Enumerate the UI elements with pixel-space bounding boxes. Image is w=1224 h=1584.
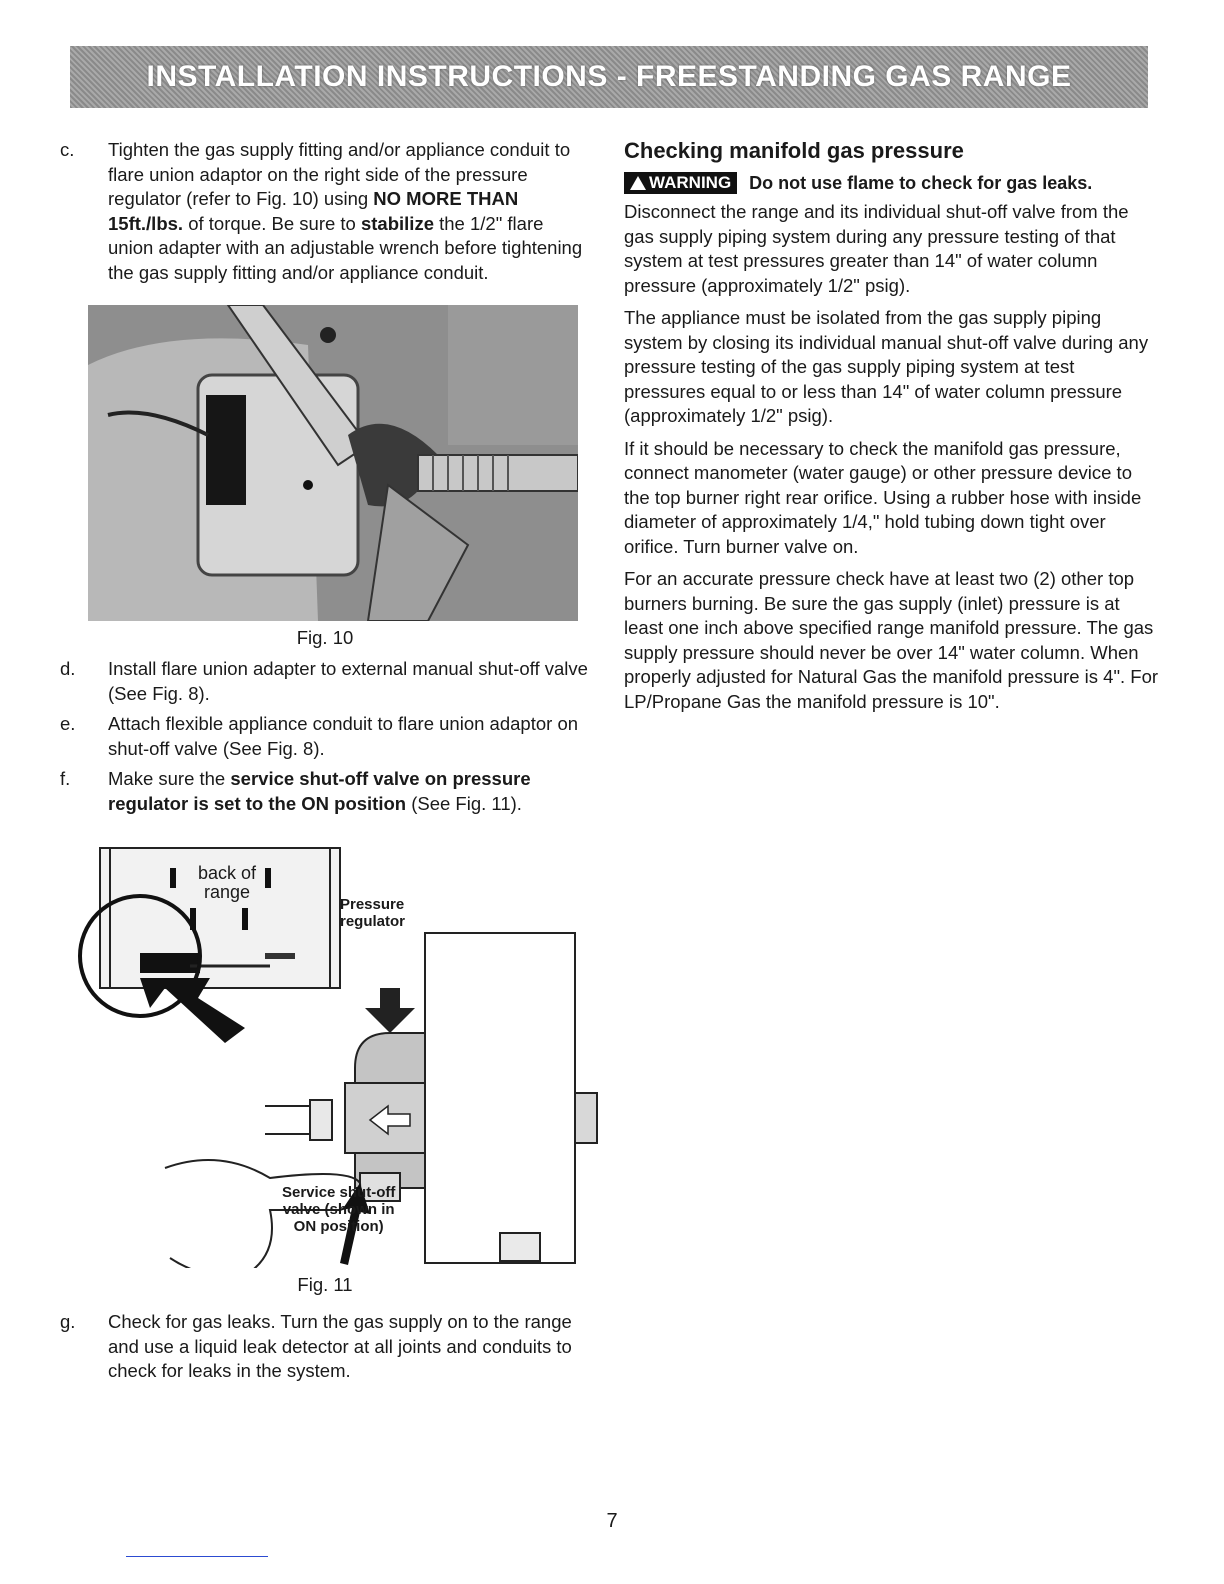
label-line: range	[204, 882, 251, 902]
text-run: (See Fig. 11).	[406, 792, 522, 814]
step-c	[60, 138, 590, 285]
step-d	[60, 657, 590, 706]
text-run: Tighten the gas supply fitting and/or appliance conduit to flare union adaptor on the right side of the pressure regulator (refer to Fig. 10) using	[108, 139, 571, 209]
step-letter: f.	[60, 768, 71, 789]
step-text: Attach flexible appliance conduit to flare union adaptor on shut-off valve (See Fig. 8).	[108, 713, 579, 759]
right-column	[624, 138, 1159, 722]
warning-badge	[624, 172, 737, 194]
fig10-illustration	[88, 305, 578, 621]
label-line: back of	[198, 863, 257, 883]
section-heading: Checking manifold gas pressure	[624, 138, 964, 163]
fig10-photo	[88, 305, 578, 621]
fig11-caption: Fig. 11	[297, 1274, 353, 1295]
step-letter: c.	[60, 139, 75, 160]
step-f	[60, 767, 590, 816]
bold-text: service shut-off valve on pressure regulator is set to the ON position	[108, 768, 531, 814]
step-text	[108, 138, 590, 285]
warning-triangle-icon	[630, 176, 646, 190]
label-line: Service shut-off	[282, 1184, 396, 1201]
step-letter: e.	[60, 713, 76, 734]
step-e	[60, 712, 590, 761]
fig10-caption: Fig. 10	[296, 627, 354, 648]
fig11-label-pressure-regulator	[340, 896, 405, 930]
step-text: Check for gas leaks. Turn the gas supply on to the range and use a liquid leak detector at all joints and conduits to check for leaks in the system.	[108, 1311, 572, 1381]
fig11-label-service-valve	[282, 1184, 395, 1235]
label-line: valve (shown in	[282, 1201, 395, 1218]
fig11-label-back-of-range	[198, 864, 256, 902]
step-letter: g.	[60, 1311, 76, 1332]
paragraph-isolate: The appliance must be isolated from the gas supply piping system by closing its individual manual shut-off valve during any pressure testing of the gas supply piping system at test pressures equal to or less than 14" of water column pressure (approximately 1/2" psig).	[624, 307, 1149, 426]
text-run: of torque. Be sure to	[183, 212, 361, 234]
step-text: Install flare union adapter to external manual shut-off valve (See Fig. 8).	[108, 658, 588, 704]
page-title: INSTALLATION INSTRUCTIONS - FREESTANDING GAS RANGE	[146, 60, 1072, 93]
warning-label: WARNING	[649, 173, 732, 192]
bold-text: NO MORE THAN 15ft./lbs.	[108, 188, 519, 234]
label-line: Pressure	[340, 896, 405, 913]
fig11-diagram	[70, 838, 610, 1268]
paragraph-accurate-check: For an accurate pressure check have at least two (2) other top burners burning. Be sure the gas supply (inlet) pressure is at least one inch above specified range manifold pressure. The gas supply pressure should never be over 14" water column. When properly adjusted for Natural Gas the manifold pressure is 4". For LP/Propane Gas the manifold pressure is 10".	[624, 568, 1159, 712]
step-text	[108, 767, 590, 816]
text-run: the 1/2" flare union adapter with an adjustable wrench before tightening the gas supply fitting and/or appliance conduit.	[108, 212, 583, 283]
left-column	[60, 138, 590, 1390]
bold-text: stabilize	[360, 212, 434, 234]
paragraph-disconnect: Disconnect the range and its individual shut-off valve from the gas supply piping system during any pressure testing of that system at test pressures greater than 14" of water column pressure (approximately 1/2" psig).	[624, 201, 1129, 296]
page-number: 7	[606, 1510, 618, 1532]
footer-rule	[126, 1556, 268, 1557]
label-line: regulator	[340, 913, 406, 930]
paragraph-check-manifold: If it should be necessary to check the manifold gas pressure, connect manometer (water gauge) or other pressure device to the top burner right rear orifice. Using a rubber hose with inside diameter of approximately 1/4," hold tubing down tight over orifice. Turn burner valve on.	[624, 437, 1142, 557]
header-banner	[70, 46, 1148, 108]
step-g	[60, 1310, 590, 1384]
step-letter: d.	[60, 658, 76, 679]
text-run: Make sure the	[108, 768, 231, 789]
warning-row	[624, 172, 1159, 194]
label-line: ON position)	[293, 1218, 384, 1235]
warning-text: Do not use flame to check for gas leaks.	[749, 172, 1093, 193]
